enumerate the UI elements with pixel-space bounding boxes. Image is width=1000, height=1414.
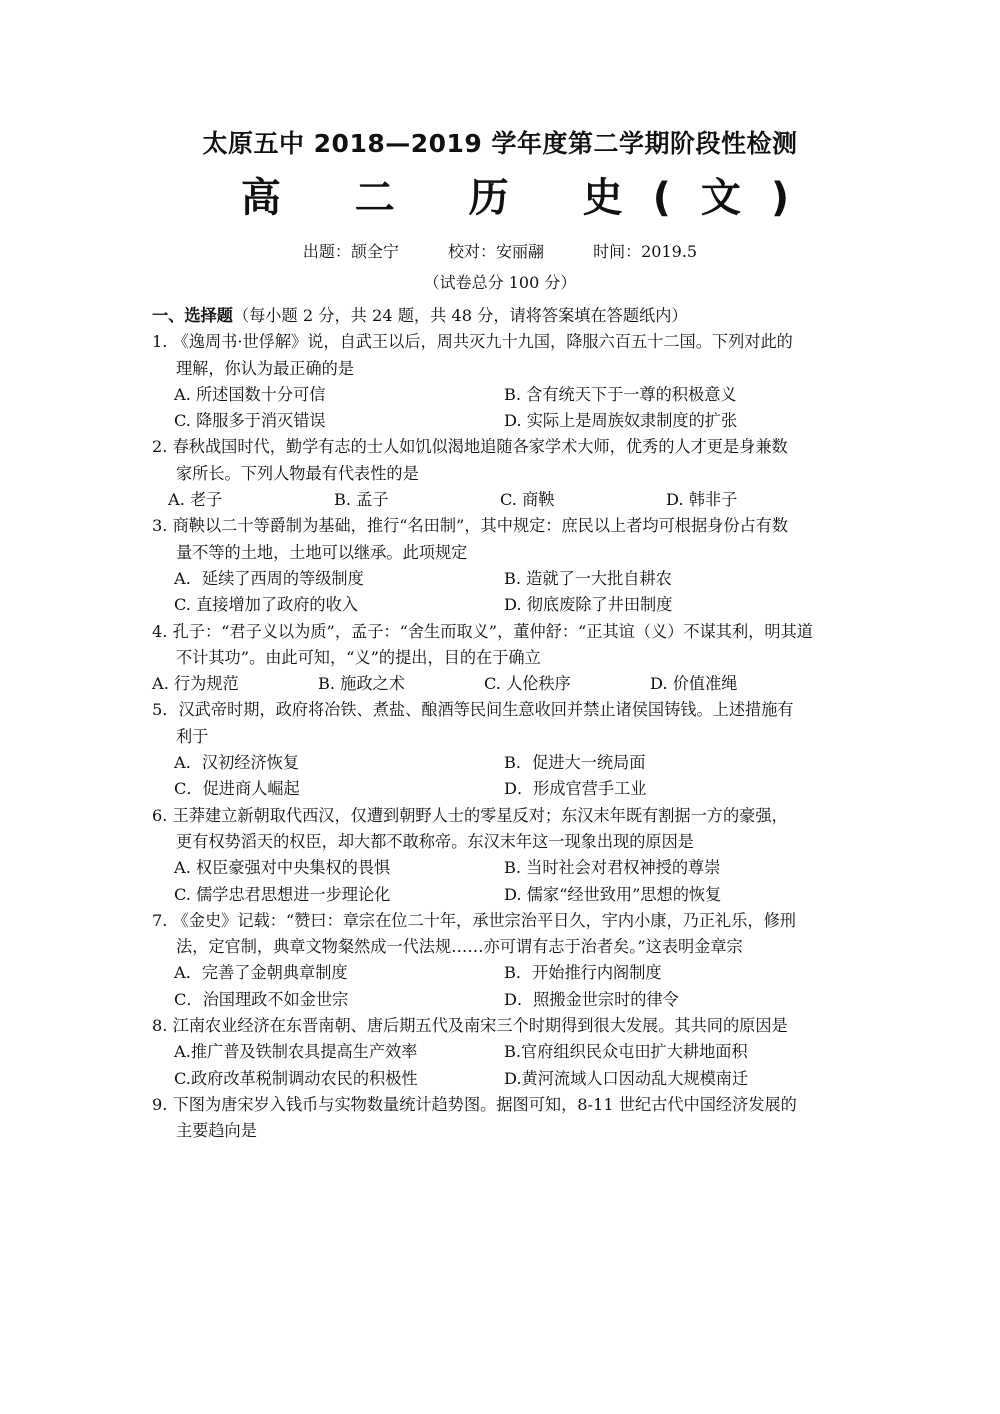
question-3 xyxy=(152,513,852,618)
option-c: C. 直接增加了政府的收入 xyxy=(174,595,358,615)
option-group xyxy=(152,382,852,435)
question-stem-cont: 理解，你认为最正确的是 xyxy=(176,358,355,378)
section-instruction: （每小题 2 分，共 24 题，共 48 分，请将答案填在答题纸内） xyxy=(232,306,688,325)
option-b: B. 孟子 xyxy=(334,490,389,510)
option-d: D. 彻底废除了井田制度 xyxy=(504,595,673,615)
question-stem: 8. 江南农业经济在东晋南朝、唐后期五代及南宋三个时期得到很大发展。其共同的原因是 xyxy=(152,1016,788,1036)
exam-meta xyxy=(0,239,1000,262)
option-group xyxy=(152,960,852,1013)
question-4 xyxy=(152,619,852,698)
question-stem: 1. 《逸周书·世俘解》说，自武王以后，周共灭九十九国，降服六百五十二国。下列对此的 xyxy=(152,332,793,352)
question-stem: 3. 商鞅以二十等爵制为基础，推行“名田制”，其中规定：庶民以上者均可根据身份占有数 xyxy=(152,516,789,536)
question-2 xyxy=(152,434,852,513)
section-label: 一、选择题 xyxy=(152,306,233,325)
option-d: D．形成官营手工业 xyxy=(504,779,647,799)
option-b: B．开始推行内阁制度 xyxy=(504,963,662,983)
total-score: （试卷总分 100 分） xyxy=(423,273,577,292)
option-a: A. 行为规范 xyxy=(152,674,239,694)
option-c: C.政府改革税制调动农民的积极性 xyxy=(174,1068,418,1088)
exam-subject-title: 高 二 历 史(文) xyxy=(240,175,820,221)
option-group xyxy=(152,1039,852,1092)
option-d: D. 韩非子 xyxy=(666,490,738,510)
option-b: B. 施政之术 xyxy=(318,674,405,694)
reviewer-label: 校对：安丽翮 xyxy=(448,242,545,261)
option-a: A．汉初经济恢复 xyxy=(174,753,300,773)
option-a: A. 权臣豪强对中央集权的畏惧 xyxy=(174,858,391,878)
option-d: D. 实际上是周族奴隶制度的扩张 xyxy=(504,411,738,431)
question-1 xyxy=(152,329,852,434)
question-stem-cont: 主要趋向是 xyxy=(176,1121,257,1141)
option-a: A．完善了金朝典章制度 xyxy=(174,963,348,983)
question-stem-cont: 更有权势滔天的权臣，却大都不敢称帝。东汉末年这一现象出现的原因是 xyxy=(176,831,694,851)
question-stem-cont: 家所长。下列人物最有代表性的是 xyxy=(176,463,419,483)
question-stem: 6. 王莽建立新朝取代西汉，仅遭到朝野人士的零星反对；东汉末年既有割据一方的豪强， xyxy=(152,805,788,825)
option-b: B. 含有统天下于一尊的积极意义 xyxy=(504,384,737,404)
option-c: C. 商鞅 xyxy=(500,490,555,510)
option-d: D. 价值准绳 xyxy=(650,674,738,694)
option-c: C．促进商人崛起 xyxy=(174,779,300,799)
question-stem: 5．汉武帝时期，政府将冶铁、煮盐、酿酒等民间生意收回并禁止诸侯国铸钱。上述措施有 xyxy=(152,700,794,720)
question-stem-cont: 不计其功”。由此可知，“义”的提出，目的在于确立 xyxy=(176,647,541,667)
section-heading xyxy=(152,303,852,329)
option-group xyxy=(152,750,852,803)
question-5 xyxy=(152,697,852,802)
option-a: A. 老子 xyxy=(168,490,223,510)
option-c: C．治国理政不如金世宗 xyxy=(174,989,349,1009)
question-stem: 4. 孔子：“君子义以为质”，孟子：“舍生而取义”，董仲舒：“正其谊（义）不谋其利，明其道 xyxy=(152,621,813,641)
option-c: C. 降服多于消灭错误 xyxy=(174,411,326,431)
option-a: A．延续了西周的等级制度 xyxy=(174,568,364,588)
question-6 xyxy=(152,803,852,908)
author-label: 出题：颉全宁 xyxy=(302,242,399,261)
option-group xyxy=(152,855,852,908)
option-b: B. 造就了一大批自耕农 xyxy=(504,568,672,588)
option-c: C. 儒学忠君思想进一步理论化 xyxy=(174,884,391,904)
question-9 xyxy=(152,1092,852,1145)
question-stem: 9. 下图为唐宋岁入钱币与实物数量统计趋势图。据图可知，8-11 世纪古代中国经济发展的 xyxy=(152,1094,797,1114)
option-c: C. 人伦秩序 xyxy=(484,674,571,694)
option-a: A. 所述国数十分可信 xyxy=(174,384,326,404)
question-stem-cont: 法，定官制，典章文物粲然成一代法规……亦可谓有志于治者矣。”这表明金章宗 xyxy=(176,937,743,957)
question-7 xyxy=(152,908,852,1013)
option-b: B．促进大一统局面 xyxy=(504,753,646,773)
time-label: 时间：2019.5 xyxy=(593,242,698,261)
option-group xyxy=(152,487,852,513)
question-section xyxy=(152,303,852,1145)
question-stem-cont: 量不等的土地，土地可以继承。此项规定 xyxy=(176,542,468,562)
option-b: B.官府组织民众屯田扩大耕地面积 xyxy=(504,1042,748,1062)
option-b: B. 当时社会对君权神授的尊崇 xyxy=(504,858,721,878)
option-group xyxy=(152,671,852,697)
question-stem-cont: 利于 xyxy=(176,726,209,746)
option-d: D.黄河流域人口因动乱大规模南迁 xyxy=(504,1068,749,1088)
option-group xyxy=(152,566,852,619)
question-8 xyxy=(152,1013,852,1092)
option-d: D．照搬金世宗时的律令 xyxy=(504,989,679,1009)
option-d: D. 儒家“经世致用”思想的恢复 xyxy=(504,884,722,904)
question-stem: 7. 《金史》记载：“赞曰：章宗在位二十年，承世宗治平日久，宇内小康，乃正礼乐，修刑 xyxy=(152,910,796,930)
question-stem: 2. 春秋战国时代，勤学有志的士人如饥似渴地追随各家学术大师，优秀的人才更是身兼数 xyxy=(152,437,788,457)
option-a: A.推广普及铁制农具提高生产效率 xyxy=(174,1042,418,1062)
exam-title: 太原五中 2018—2019 学年度第二学期阶段性检测 xyxy=(202,129,798,158)
